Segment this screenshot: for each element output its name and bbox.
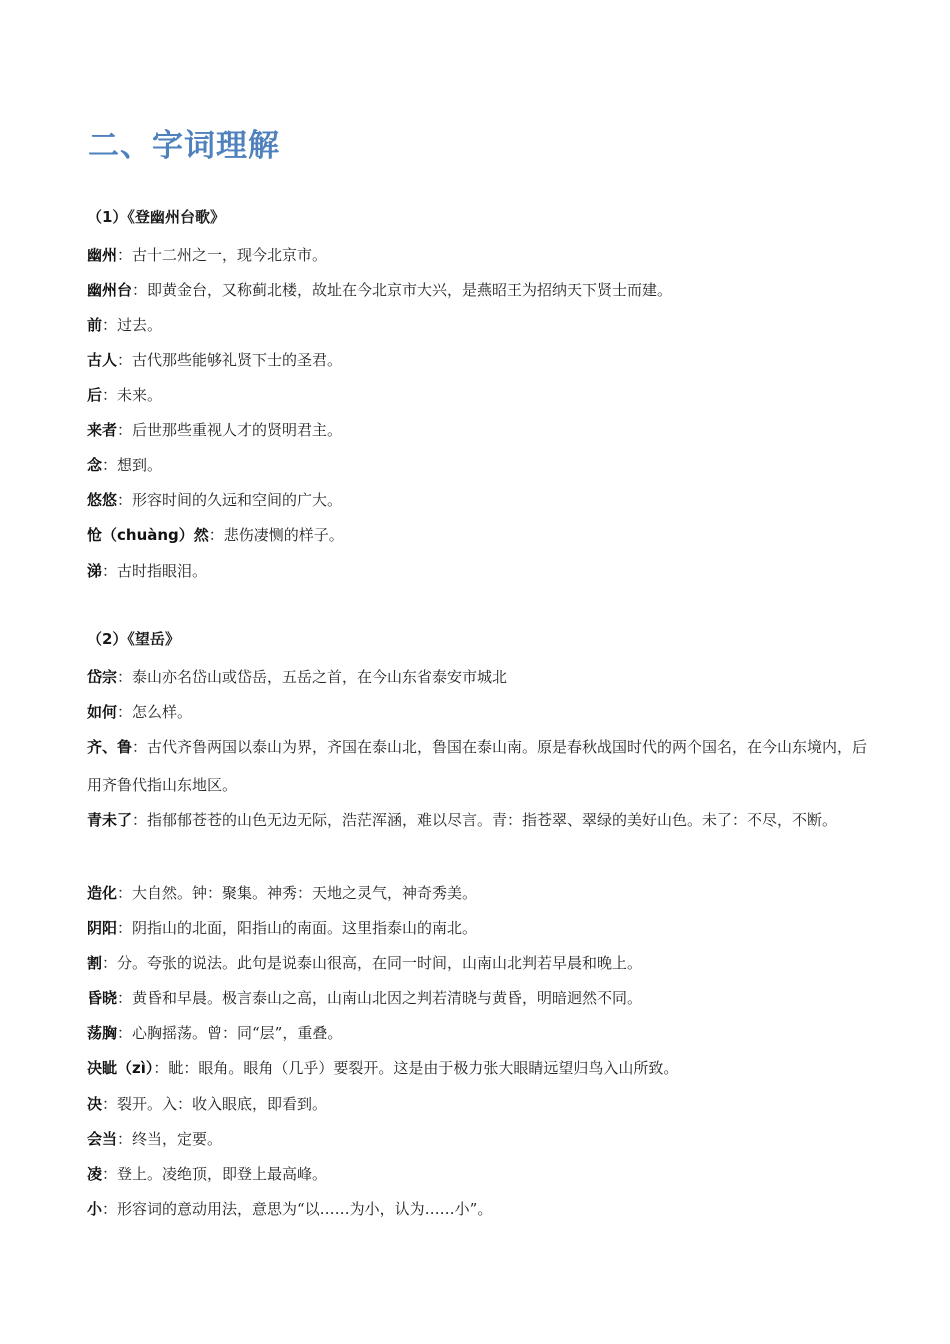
- term-label: 怆（chuàng）然: [87, 526, 209, 544]
- term-label: 如何: [87, 703, 118, 721]
- term-definition: ：形容时间的久远和空间的广大。: [117, 491, 343, 509]
- term-label: 小: [87, 1200, 103, 1218]
- term-label: 古人: [87, 351, 118, 369]
- term-label: 岱宗: [87, 668, 118, 686]
- term-definition: ：未来。: [102, 386, 163, 404]
- term-definition: ：眦：眼角。眼角（几乎）要裂开。这是由于极力张大眼睛远望归鸟入山所致。: [153, 1059, 679, 1077]
- section-title: （1）《登幽州台歌》: [87, 208, 225, 226]
- term-definition: ：登上。凌绝顶，即登上最高峰。: [102, 1165, 328, 1183]
- term-definition: ：形容词的意动用法，意思为“以……为小，认为……小”。: [102, 1200, 493, 1218]
- term-definition: ：大自然。钟：聚集。神秀：天地之灵气，神奇秀美。: [117, 884, 478, 902]
- term-definition: ：古十二州之一，现今北京市。: [117, 246, 328, 264]
- term-definition: ：想到。: [102, 456, 163, 474]
- term-definition: ：终当，定要。: [117, 1130, 223, 1148]
- term-entry: [87, 376, 162, 414]
- term-entry: [87, 552, 207, 590]
- term-definition: ：分。夸张的说法。此句是说泰山很高，在同一时间，山南山北判若早晨和晚上。: [102, 954, 643, 972]
- term-entry: [87, 693, 192, 731]
- term-definition: ：即黄金台，又称蓟北楼，故址在今北京市大兴，是燕昭王为招纳天下贤士而建。: [132, 281, 673, 299]
- term-definition: ：裂开。入：收入眼底，即看到。: [102, 1095, 328, 1113]
- term-label: 凌: [87, 1165, 103, 1183]
- term-entry: [87, 516, 344, 554]
- term-entry: [87, 1190, 492, 1228]
- term-label: 会当: [87, 1130, 118, 1148]
- term-entry: [87, 909, 477, 947]
- term-entry: [87, 658, 507, 696]
- term-entry: [87, 979, 642, 1017]
- term-label: 割: [87, 954, 103, 972]
- term-entry: [87, 481, 342, 519]
- section-title: （2）《望岳》: [87, 630, 180, 648]
- term-label: 昏晓: [87, 989, 118, 1007]
- term-label: 后: [87, 386, 103, 404]
- term-entry: [87, 874, 477, 912]
- term-label: 决眦（zì）: [87, 1059, 154, 1077]
- term-label: 前: [87, 316, 103, 334]
- term-definition: ：阴指山的北面，阳指山的南面。这里指泰山的南北。: [117, 919, 478, 937]
- term-label: 悠悠: [87, 491, 118, 509]
- page-heading: 二、字词理解: [88, 128, 280, 164]
- term-label: 幽州台: [87, 281, 133, 299]
- term-entry: [87, 1014, 342, 1052]
- term-definition: ：指郁郁苍苍的山色无边无际，浩茫浑涵，难以尽言。青：指苍翠、翠绿的美好山色。未了：不尽，不断。: [132, 811, 838, 829]
- term-label: 造化: [87, 884, 118, 902]
- term-entry: [87, 271, 672, 309]
- term-entry: [87, 1085, 327, 1123]
- term-definition: ：黄昏和早晨。极言泰山之高，山南山北因之判若清晓与黄昏，明暗迥然不同。: [117, 989, 643, 1007]
- term-label: 齐、鲁: [87, 738, 133, 756]
- term-definition: ：怎么样。: [117, 703, 193, 721]
- term-entry: [87, 728, 877, 804]
- term-definition: ：悲伤凄恻的样子。: [208, 526, 344, 544]
- term-label: 荡胸: [87, 1024, 118, 1042]
- term-entry: [87, 341, 342, 379]
- term-definition: ：古时指眼泪。: [102, 562, 208, 580]
- term-definition: ：古代那些能够礼贤下士的圣君。: [117, 351, 343, 369]
- term-entry: [87, 411, 342, 449]
- term-label: 阴阳: [87, 919, 118, 937]
- term-label: 决: [87, 1095, 103, 1113]
- term-definition: ：古代齐鲁两国以泰山为界，齐国在泰山北，鲁国在泰山南。原是春秋战国时代的两个国名，在今山东境内，后用齐鲁代指山东地区。: [87, 738, 868, 794]
- term-entry: [87, 1155, 327, 1193]
- term-label: 青未了: [87, 811, 133, 829]
- term-entry: [87, 446, 162, 484]
- term-entry: [87, 944, 642, 982]
- term-entry: [87, 306, 162, 344]
- term-definition: ：泰山亦名岱山或岱岳，五岳之首，在今山东省泰安市城北: [117, 668, 508, 686]
- term-definition: ：心胸摇荡。曾：同“层”，重叠。: [117, 1024, 343, 1042]
- term-label: 念: [87, 456, 103, 474]
- term-label: 涕: [87, 562, 103, 580]
- term-entry: [87, 1049, 678, 1087]
- term-entry: [87, 801, 877, 839]
- term-definition: ：后世那些重视人才的贤明君主。: [117, 421, 343, 439]
- term-entry: [87, 1120, 222, 1158]
- term-entry: [87, 236, 327, 274]
- term-label: 来者: [87, 421, 118, 439]
- term-definition: ：过去。: [102, 316, 163, 334]
- term-label: 幽州: [87, 246, 118, 264]
